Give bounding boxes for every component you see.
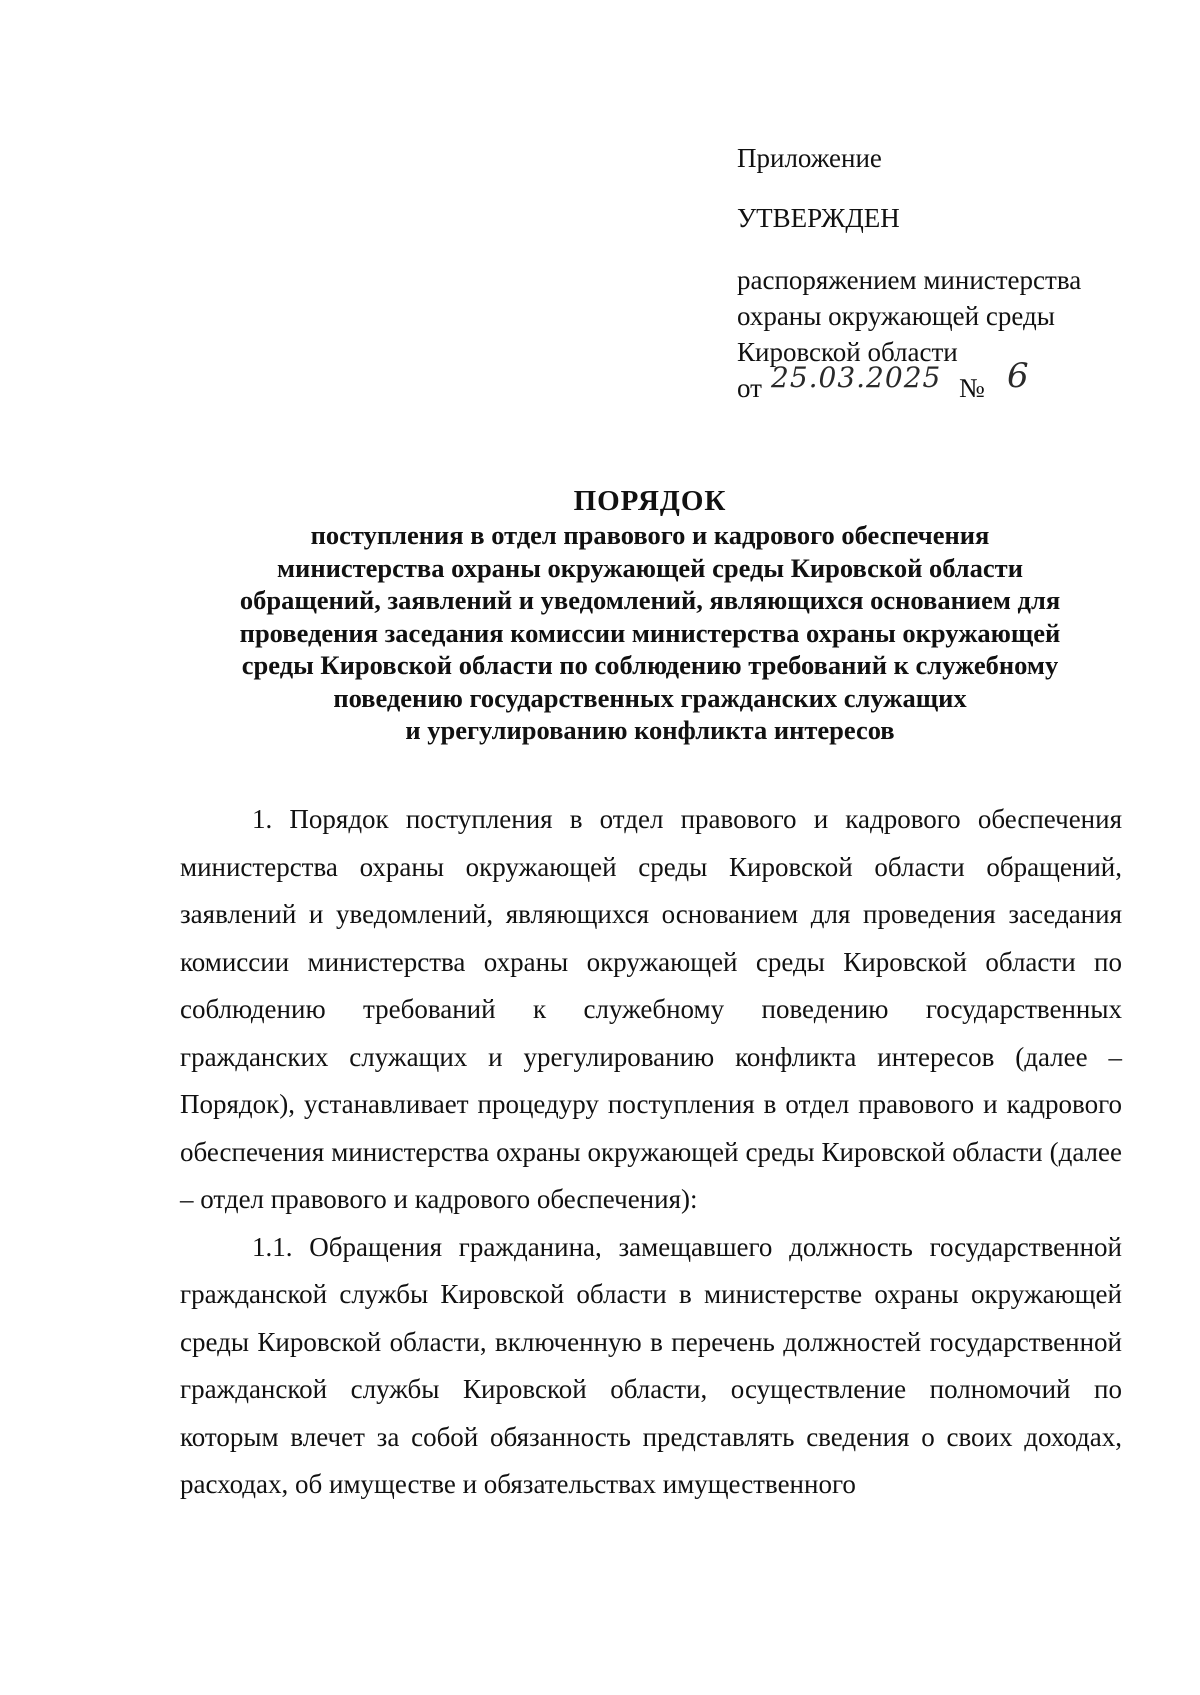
document-title [160,483,1140,747]
paragraph-1-1: 1.1. Обращения гражданина, замещавшего должность государственной гражданской службы Кировской области в министерстве охраны окружающей среды Кировской области, включенную в перечень должностей государственной гражданской службы Кировской области, осуществление полномочий по которым влечет за собой обязанность представлять сведения о своих доходах, расходах, об имуществе и обязательствах имущественного [180,1231,1122,1499]
handwritten-number: 6 [1007,356,1029,396]
approved-by-line-3: Кировской области [737,337,958,367]
title-line: поведению государственных гражданских служащих [333,682,967,713]
approved-by-line-2: охраны окружающей среды [737,301,1055,331]
appendix-label: Приложение [737,143,882,173]
title-heading: ПОРЯДОК [573,485,727,517]
handwritten-date: 25.03.2025 [771,361,942,394]
approved-by-line-1: распоряжением министерства [737,265,1082,295]
approval-block [737,140,1177,408]
document-body [180,796,1122,1509]
date-prefix: от [737,373,762,403]
title-line: министерства охраны окружающей среды Кировской области [277,552,1023,583]
paragraph-1: 1. Порядок поступления в отдел правового и кадрового обеспечения министерства охраны окружающей среды Кировской области обращений, заявлений и уведомлений, являющихся основанием для проведения заседания комиссии министерства охраны окружающей среды Кировской области по соблюдению требований к служебному поведению государственных гражданских служащих и урегулированию конфликта интересов (далее – Порядок), устанавливает процедуру поступления в отдел правового и кадрового обеспечения министерства охраны окружающей среды Кировской области (далее – отдел правового и кадрового обеспечения): [180,804,1122,1214]
title-line: и урегулированию конфликта интересов [405,715,895,745]
title-line: обращений, заявлений и уведомлений, являющихся основанием для [239,585,1061,615]
title-line: проведения заседания комиссии министерства охраны окружающей [239,617,1061,648]
approval-date-line [737,356,1177,408]
title-line: поступления в отдел правового и кадрового обеспечения [310,520,990,550]
approved-label: УТВЕРЖДЕН [737,203,900,233]
title-line: среды Кировской области по соблюдению требований к служебному [241,650,1059,680]
number-sign: № [959,373,985,403]
